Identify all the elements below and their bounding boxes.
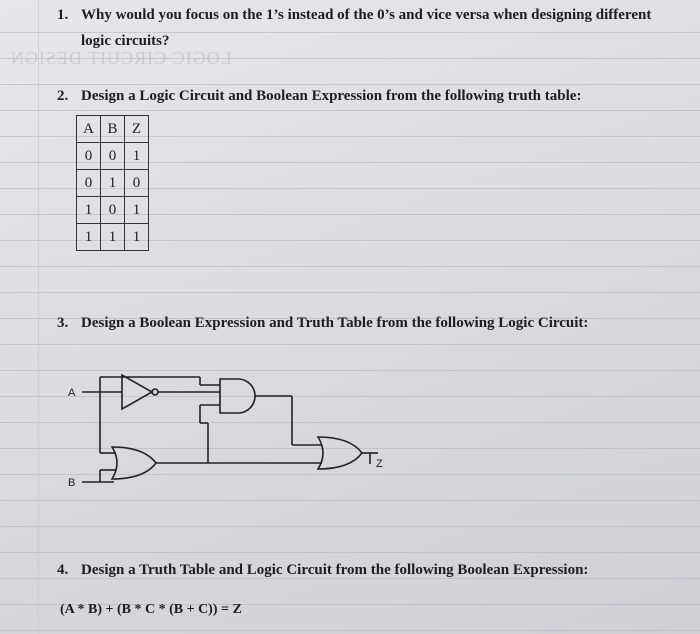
- truth-table-header-row: [77, 116, 149, 143]
- question-1-text-cont: logic circuits?: [81, 33, 170, 49]
- question-2-text: Design a Logic Circuit and Boolean Expression from the following truth table:: [81, 88, 582, 104]
- truth-table-cell: 0: [77, 170, 101, 197]
- truth-table-cell: 1: [125, 143, 149, 170]
- question-4-text: Design a Truth Table and Logic Circuit from the following Boolean Expression:: [81, 562, 589, 578]
- truth-table-row: [77, 197, 149, 224]
- truth-table-row: [77, 170, 149, 197]
- truth-table-header-z: Z: [125, 116, 149, 143]
- truth-table-cell: 1: [77, 224, 101, 251]
- boolean-expression: (A * B) + (B * C * (B + C)) = Z: [60, 602, 242, 617]
- question-4: [57, 557, 687, 583]
- truth-table-cell: 1: [125, 224, 149, 251]
- circuit-label-a: A: [68, 387, 76, 399]
- not-gate: [122, 375, 152, 409]
- truth-table-header-a: A: [77, 116, 101, 143]
- and-gate: [220, 379, 255, 413]
- question-4-number: 4.: [57, 562, 69, 578]
- question-1: [57, 2, 687, 54]
- truth-table-row: [77, 224, 149, 251]
- or-gate-2: [318, 437, 362, 469]
- truth-table-cell: 1: [101, 224, 125, 251]
- question-3-text: Design a Boolean Expression and Truth Table from the following Logic Circuit:: [81, 315, 589, 331]
- or-gate-1: [112, 447, 156, 479]
- truth-table-header-b: B: [101, 116, 125, 143]
- logic-circuit-diagram: [60, 365, 400, 505]
- truth-table-cell: 1: [77, 197, 101, 224]
- truth-table-cell: 0: [125, 170, 149, 197]
- question-1-text: Why would you focus on the 1’s instead of the 0’s and vice versa when designing different: [81, 7, 652, 23]
- truth-table-cell: 0: [101, 143, 125, 170]
- truth-table: [76, 115, 149, 251]
- truth-table-cell: 1: [125, 197, 149, 224]
- circuit-label-z: Z: [376, 458, 383, 470]
- bleed-through-heading: LOGIC CIRCUIT DESIGN: [10, 48, 232, 68]
- truth-table-cell: 0: [77, 143, 101, 170]
- truth-table-row: [77, 143, 149, 170]
- question-1-number: 1.: [57, 7, 69, 23]
- question-2-number: 2.: [57, 88, 69, 104]
- question-3: [57, 310, 687, 336]
- question-3-number: 3.: [57, 315, 69, 331]
- truth-table-cell: 1: [101, 170, 125, 197]
- margin-line: [38, 0, 39, 634]
- circuit-label-b: B: [68, 477, 76, 489]
- truth-table-cell: 0: [101, 197, 125, 224]
- question-2: [57, 83, 687, 109]
